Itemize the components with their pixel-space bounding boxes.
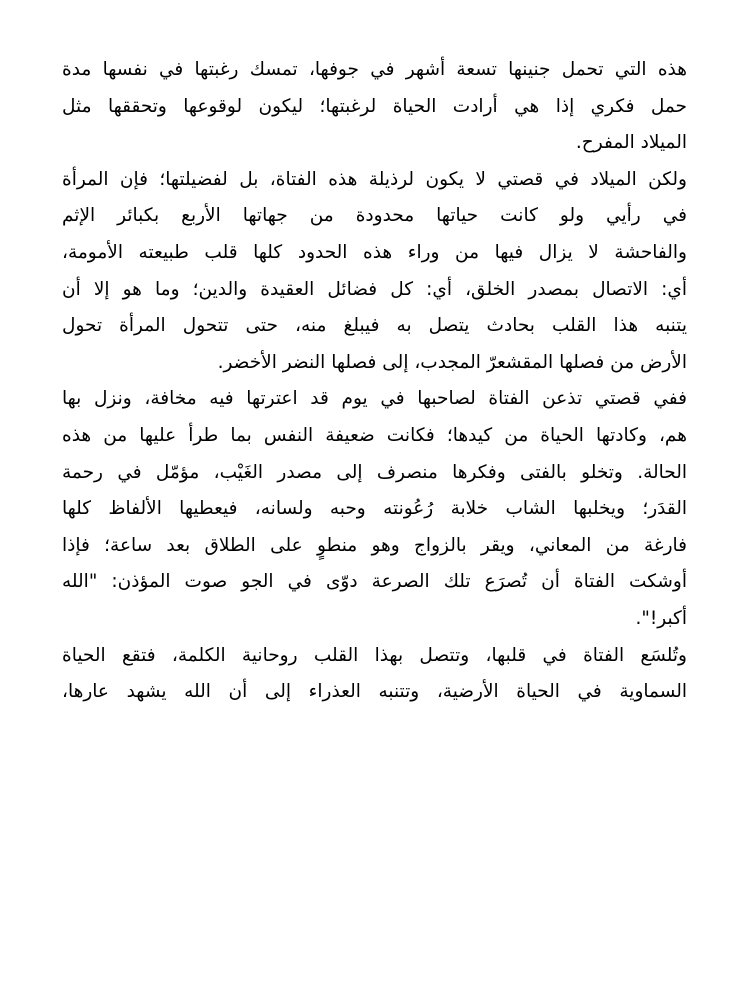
text-line: هذه التي تحمل جنينها تسعة أشهر في جوفها، تمسك رغبتها في نفسها مدة [62, 59, 687, 80]
body-text [62, 52, 687, 711]
text-line: وتُلسَع الفتاة في قلبها، وتتصل بهذا القلب روحانية الكلمة، فتقع الحياة [62, 644, 687, 666]
text-line: فارغة من المعاني، ويقر بالزواج وهو منطوٍ على الطلاق بعد ساعة؛ فإذا [62, 534, 687, 556]
text-line: الأرض من فصلها المقشعرّ المجدب، إلى فصلها النضر الأخضر. [217, 351, 687, 373]
text-line: هم، وكادتها الحياة من كيدها؛ فكانت ضعيفة النفس بما طرأ عليها من هذه [62, 424, 687, 446]
text-line: حمل فكري إذا هي أرادت الحياة لرغبتها؛ ليكون لوقوعها وتحققها مثل [62, 95, 687, 117]
text-line: ففي قصتي تذعن الفتاة لصاحبها في يوم قد اعترتها فيه مخافة، ونزل بها [62, 388, 687, 410]
text-line: يتنبه هذا القلب بحادث يتصل به فيبلغ منه، حتى تتحول المرأة تحول [62, 315, 687, 337]
text-line: ولكن الميلاد في قصتي لا يكون لرذيلة هذه الفتاة، بل لفضيلتها؛ فإن المرأة [62, 168, 687, 190]
text-line: في رأيي ولو كانت حياتها محدودة من جهاتها الأربع بكبائر الإثم [62, 205, 687, 227]
text-line: الحالة. وتخلو بالفتى وفكرها منصرف إلى مصدر الغَيْب، مؤمّل في رحمة [62, 461, 687, 483]
text-line: أوشكت الفتاة أن تُصرَع تلك الصرعة دوّى في الجو صوت المؤذن: "الله [62, 571, 687, 593]
text-line: الميلاد المفرح. [575, 132, 687, 154]
text-line: القدَر؛ ويخلبها الشاب خلابة رُعُونته وحبه ولسانه، فيعطيها الألفاظ كلها [62, 498, 687, 520]
text-line: والفاحشة لا يزال فيها من وراء هذه الحدود كلها قلب طبيعته الأمومة، [62, 241, 687, 263]
text-line: أكبر!". [635, 607, 687, 629]
text-line: السماوية في الحياة الأرضية، وتتنبه العذراء إلى أن الله يشهد عارها، [62, 681, 687, 703]
text-line: أي: الاتصال بمصدر الخلق، أي: كل فضائل العقيدة والدين؛ وما هو إلا أن [62, 278, 687, 300]
